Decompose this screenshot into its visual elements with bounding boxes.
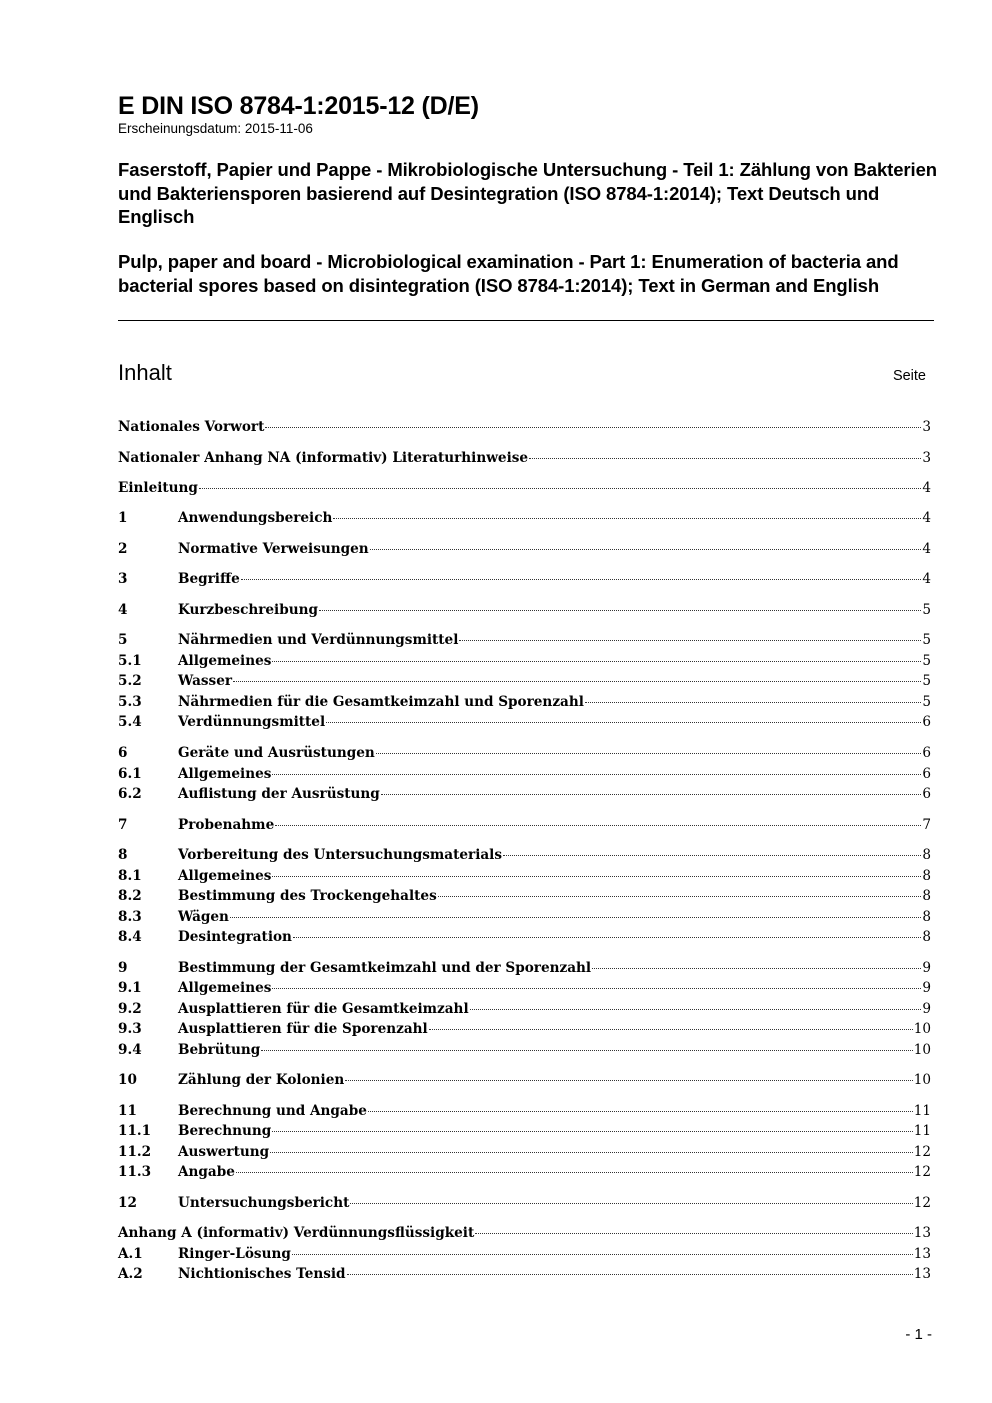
toc-leader xyxy=(241,579,922,580)
toc-entry-page: 9 xyxy=(922,960,931,976)
toc-entry-title: Nationaler Anhang NA (informativ) Literaturhinweise xyxy=(118,450,529,466)
toc-entry-title: Allgemeines xyxy=(178,868,272,884)
toc-leader xyxy=(199,488,921,489)
toc-entry-page: 13 xyxy=(913,1266,931,1282)
toc-entry-title: Nichtionisches Tensid xyxy=(178,1266,346,1282)
toc-leader xyxy=(236,1172,913,1173)
toc-entry-number: 11.2 xyxy=(118,1144,152,1160)
toc-entry-page: 6 xyxy=(922,714,931,730)
toc-entry-page: 4 xyxy=(922,480,931,496)
toc-entry-title: Kurzbeschreibung xyxy=(178,602,318,618)
toc-entry[interactable] xyxy=(118,694,931,714)
toc-entry-number: 8.4 xyxy=(118,929,142,945)
toc-entry-page: 8 xyxy=(922,868,931,884)
toc-entry[interactable] xyxy=(118,929,931,949)
toc-entry-page: 7 xyxy=(922,817,931,833)
toc-entry-number: 1 xyxy=(118,510,128,526)
toc-leader xyxy=(529,458,921,459)
toc-entry-title: Nährmedien für die Gesamtkeimzahl und Sporenzahl xyxy=(178,694,584,710)
toc-entry-title: Nationales Vorwort xyxy=(118,419,265,435)
toc-entry-number: 6.1 xyxy=(118,766,142,782)
toc-leader xyxy=(370,549,922,550)
toc-entry-page: 9 xyxy=(922,980,931,996)
toc-entry[interactable] xyxy=(118,960,931,980)
toc-entry[interactable] xyxy=(118,817,931,837)
toc-entry[interactable] xyxy=(118,419,931,439)
toc-entry-title: Bestimmung der Gesamtkeimzahl und der Sporenzahl xyxy=(178,960,592,976)
toc-leader xyxy=(230,917,921,918)
publication-date: Erscheinungsdatum: 2015-11-06 xyxy=(118,121,313,136)
toc-entry[interactable] xyxy=(118,888,931,908)
toc-entry[interactable] xyxy=(118,1144,931,1164)
toc-entry-title: Allgemeines xyxy=(178,653,272,669)
toc-entry-number: 8.2 xyxy=(118,888,142,904)
toc-entry[interactable] xyxy=(118,1246,931,1266)
toc-entry-number: 11.1 xyxy=(118,1123,152,1139)
toc-entry-page: 10 xyxy=(913,1072,931,1088)
toc-entry-title: Bebrütung xyxy=(178,1042,261,1058)
toc-entry-page: 10 xyxy=(913,1042,931,1058)
toc-entry[interactable] xyxy=(118,653,931,673)
toc-entry-page: 13 xyxy=(913,1246,931,1262)
toc-entry-title: Berechnung xyxy=(178,1123,272,1139)
toc-entry-title: Zählung der Kolonien xyxy=(178,1072,345,1088)
toc-leader xyxy=(270,1152,913,1153)
toc-leader xyxy=(381,794,922,795)
toc-entry-page: 12 xyxy=(913,1195,931,1211)
toc-leader xyxy=(345,1080,912,1081)
toc-entry-page: 12 xyxy=(913,1164,931,1180)
toc-entry-page: 13 xyxy=(913,1225,931,1241)
toc-leader xyxy=(459,640,921,641)
toc-entry-title: Angabe xyxy=(178,1164,235,1180)
page-number: - 1 - xyxy=(905,1326,932,1343)
toc-entry-title: Wägen xyxy=(178,909,229,925)
toc-leader xyxy=(292,1254,913,1255)
toc-entry-page: 6 xyxy=(922,786,931,802)
toc-leader xyxy=(333,518,921,519)
toc-entry[interactable] xyxy=(118,541,931,561)
toc-entry-number: 3 xyxy=(118,571,128,587)
toc-entry-number: 8.3 xyxy=(118,909,142,925)
toc-entry-title: Allgemeines xyxy=(178,980,272,996)
toc-entry-number: 11 xyxy=(118,1103,137,1119)
toc-entry[interactable] xyxy=(118,745,931,765)
toc-entry-page: 4 xyxy=(922,571,931,587)
toc-entry[interactable] xyxy=(118,980,931,1000)
toc-entry-title: Verdünnungsmittel xyxy=(178,714,326,730)
toc-entry-page: 4 xyxy=(922,510,931,526)
toc-entry-page: 5 xyxy=(922,673,931,689)
toc-entry[interactable] xyxy=(118,786,931,806)
toc-leader xyxy=(350,1203,912,1204)
toc-entry-title: Begriffe xyxy=(178,571,240,587)
toc-entry[interactable] xyxy=(118,868,931,888)
toc-entry-title: Auswertung xyxy=(178,1144,270,1160)
toc-entry-page: 6 xyxy=(922,766,931,782)
toc-leader xyxy=(368,1111,913,1112)
toc-leader xyxy=(429,1029,913,1030)
toc-entry-number: 9.3 xyxy=(118,1021,142,1037)
toc-entry-number: 11.3 xyxy=(118,1164,152,1180)
toc-entry-title: Probenahme xyxy=(178,817,275,833)
toc-leader xyxy=(233,681,921,682)
toc-entry[interactable] xyxy=(118,632,931,652)
toc-entry[interactable] xyxy=(118,847,931,867)
title-divider xyxy=(118,320,934,321)
toc-leader xyxy=(272,1131,912,1132)
toc-entry-title: Allgemeines xyxy=(178,766,272,782)
toc-entry-title: Einleitung xyxy=(118,480,198,496)
toc-entry[interactable] xyxy=(118,1072,931,1092)
toc-entry-title: Wasser xyxy=(178,673,233,689)
toc-entry-title: Anhang A (informativ) Verdünnungsflüssigkeit xyxy=(118,1225,475,1241)
toc-entry-number: 8 xyxy=(118,847,128,863)
toc-entry[interactable] xyxy=(118,909,931,929)
toc-entry-title: Normative Verweisungen xyxy=(178,541,369,557)
toc-leader xyxy=(475,1233,912,1234)
toc-entry-number: 8.1 xyxy=(118,868,142,884)
toc-entry-number: 9.4 xyxy=(118,1042,142,1058)
toc-entry[interactable] xyxy=(118,1164,931,1184)
toc-entry-page: 5 xyxy=(922,632,931,648)
toc-leader xyxy=(470,1009,922,1010)
toc-entry-page: 11 xyxy=(913,1123,931,1139)
toc-leader xyxy=(438,896,922,897)
toc-leader xyxy=(272,876,921,877)
toc-entry[interactable] xyxy=(118,1123,931,1143)
toc-entry[interactable] xyxy=(118,1001,931,1021)
toc-entry-number: 5.2 xyxy=(118,673,142,689)
toc-leader xyxy=(503,855,921,856)
toc-entry[interactable] xyxy=(118,510,931,530)
toc-entry-number: 5 xyxy=(118,632,128,648)
toc-entry[interactable] xyxy=(118,1042,931,1062)
toc-leader xyxy=(265,427,921,428)
toc-entry-title: Geräte und Ausrüstungen xyxy=(178,745,375,761)
toc-entry-title: Nährmedien und Verdünnungsmittel xyxy=(178,632,459,648)
toc-entry[interactable] xyxy=(118,1225,931,1245)
toc-entry-page: 9 xyxy=(922,1001,931,1017)
toc-entry[interactable] xyxy=(118,450,931,470)
toc-leader xyxy=(326,722,921,723)
toc-entry-number: 5.1 xyxy=(118,653,142,669)
toc-entry-page: 10 xyxy=(913,1021,931,1037)
toc-leader xyxy=(272,988,921,989)
toc-entry-title: Berechnung und Angabe xyxy=(178,1103,367,1119)
toc-entry-number: 5.4 xyxy=(118,714,142,730)
toc-heading: Inhalt xyxy=(118,360,172,385)
toc-entry-title: Desintegration xyxy=(178,929,292,945)
toc-entry[interactable] xyxy=(118,1021,931,1041)
toc-entry-title: Auflistung der Ausrüstung xyxy=(178,786,380,802)
toc-entry[interactable] xyxy=(118,766,931,786)
toc-entry-page: 8 xyxy=(922,909,931,925)
toc-entry[interactable] xyxy=(118,714,931,734)
toc-entry-title: Ausplattieren für die Gesamtkeimzahl xyxy=(178,1001,469,1017)
toc-entry-title: Untersuchungsbericht xyxy=(178,1195,350,1211)
toc-entry-page: 3 xyxy=(922,450,931,466)
toc-entry-title: Bestimmung des Trockengehaltes xyxy=(178,888,437,904)
toc-entry-number: 7 xyxy=(118,817,128,833)
toc-entry-page: 4 xyxy=(922,541,931,557)
toc-entry-page: 5 xyxy=(922,694,931,710)
toc-entry-number: 12 xyxy=(118,1195,137,1211)
toc-entry-page: 6 xyxy=(922,745,931,761)
toc-entry-number: 9.2 xyxy=(118,1001,142,1017)
toc-entry[interactable] xyxy=(118,1195,931,1215)
toc-entry-number: 9 xyxy=(118,960,128,976)
toc-leader xyxy=(585,702,921,703)
toc-leader xyxy=(319,610,921,611)
toc-leader xyxy=(293,937,921,938)
toc-entry-number: 2 xyxy=(118,541,128,557)
toc-entry-number: 6 xyxy=(118,745,128,761)
toc-entry[interactable] xyxy=(118,602,931,622)
toc-entry-title: Vorbereitung des Untersuchungsmaterials xyxy=(178,847,502,863)
toc-entry-number: 10 xyxy=(118,1072,137,1088)
toc-leader xyxy=(272,661,921,662)
toc-entry-title: Ausplattieren für die Sporenzahl xyxy=(178,1021,428,1037)
toc-entry[interactable] xyxy=(118,480,931,500)
toc-entry-number: 9.1 xyxy=(118,980,142,996)
toc-entry-number: A.1 xyxy=(118,1246,143,1262)
toc-leader xyxy=(376,753,922,754)
toc-leader xyxy=(272,774,921,775)
toc-leader xyxy=(592,968,921,969)
toc-entry-number: 4 xyxy=(118,602,128,618)
toc-entry-title: Ringer-Lösung xyxy=(178,1246,291,1262)
toc-entry[interactable] xyxy=(118,673,931,693)
toc-entry-page: 12 xyxy=(913,1144,931,1160)
toc-entry-number: A.2 xyxy=(118,1266,143,1282)
toc-entry-page: 3 xyxy=(922,419,931,435)
toc-entry[interactable] xyxy=(118,1103,931,1123)
toc-entry[interactable] xyxy=(118,1266,931,1286)
document-id: E DIN ISO 8784-1:2015-12 (D/E) xyxy=(118,92,479,120)
toc-page-label: Seite xyxy=(892,368,926,384)
toc-entry[interactable] xyxy=(118,571,931,591)
toc-entry-page: 8 xyxy=(922,888,931,904)
toc-entry-title: Anwendungsbereich xyxy=(178,510,333,526)
toc-entry-page: 8 xyxy=(922,929,931,945)
toc-entry-page: 11 xyxy=(913,1103,931,1119)
title-english: Pulp, paper and board - Microbiological examination - Part 1: Enumeration of bacteria and bacterial spores based on disintegration (ISO 8784-1:2014); Text in German and English xyxy=(118,251,899,296)
toc-entry-number: 6.2 xyxy=(118,786,142,802)
toc-entry-page: 5 xyxy=(922,653,931,669)
toc-entry-number: 5.3 xyxy=(118,694,142,710)
toc-entry-page: 5 xyxy=(922,602,931,618)
toc-leader xyxy=(275,825,921,826)
toc-leader xyxy=(261,1050,912,1051)
title-german: Faserstoff, Papier und Pappe - Mikrobiologische Untersuchung - Teil 1: Zählung von Bakterien und Bakteriensporen basierend auf Desintegration (ISO 8784-1:2014); Text Deutsch und Englisch xyxy=(118,159,937,227)
toc-entry-page: 8 xyxy=(922,847,931,863)
toc-leader xyxy=(347,1274,913,1275)
